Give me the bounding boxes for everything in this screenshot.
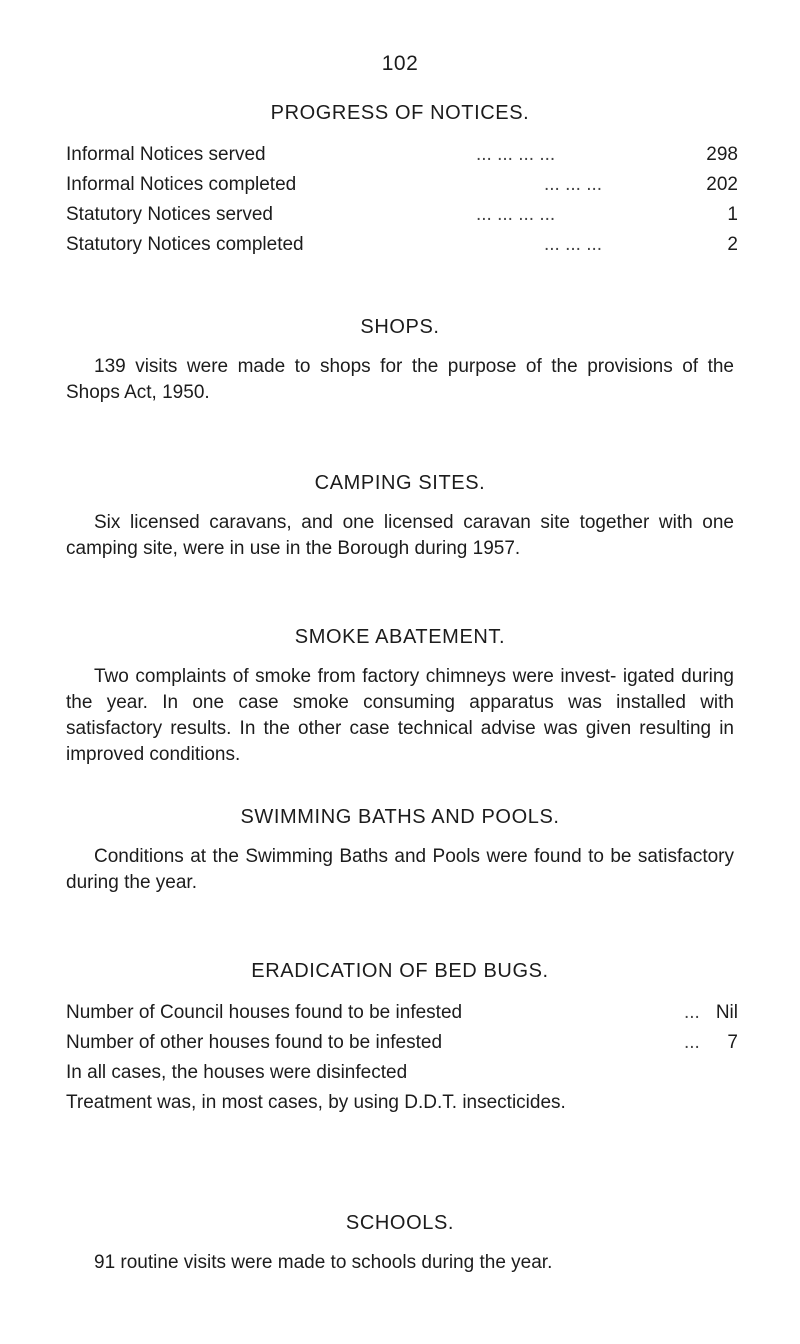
- swimming-paragraph: [66, 844, 734, 896]
- bed-bugs-heading: ERADICATION OF BED BUGS.: [251, 960, 549, 982]
- notice-value: 2: [727, 234, 738, 255]
- notice-label: Informal Notices served: [66, 144, 266, 165]
- bed-bugs-label: Number of other houses found to be infested: [66, 1032, 443, 1053]
- notice-label: Statutory Notices completed: [66, 234, 304, 255]
- leader-dots: ... ... ... ...: [476, 144, 556, 165]
- camping-sites-text: Six licensed caravans, and one licensed caravan site together with one camping site, were in use in the Borough during 1957.: [66, 512, 734, 559]
- shops-heading: SHOPS.: [360, 316, 440, 338]
- notice-value: 298: [706, 144, 738, 165]
- bed-bugs-row-other: [66, 1030, 738, 1056]
- notice-label: Informal Notices completed: [66, 174, 297, 195]
- bed-bugs-note-disinfected: In all cases, the houses were disinfected: [66, 1062, 408, 1083]
- notice-value: 1: [727, 204, 738, 225]
- leader-dots: ...: [684, 1032, 700, 1053]
- page-number: 102: [381, 52, 419, 75]
- bed-bugs-row-council: [66, 1000, 738, 1026]
- notice-row-informal-completed: [66, 172, 738, 198]
- notice-row-statutory-completed: [66, 232, 738, 258]
- swimming-text: Conditions at the Swimming Baths and Pools were found to be satisfactory during the year.: [66, 846, 734, 893]
- progress-of-notices-heading: PROGRESS OF NOTICES.: [270, 102, 530, 124]
- schools-text: 91 routine visits were made to schools during the year.: [94, 1252, 553, 1273]
- notice-value: 202: [706, 174, 738, 195]
- notice-row-informal-served: [66, 142, 738, 168]
- bed-bugs-value: Nil: [715, 1002, 738, 1023]
- swimming-heading: SWIMMING BATHS AND POOLS.: [240, 806, 560, 828]
- bed-bugs-label: Number of Council houses found to be infested: [66, 1002, 463, 1023]
- smoke-abatement-heading: SMOKE ABATEMENT.: [294, 626, 506, 648]
- bed-bugs-value: 7: [727, 1032, 738, 1053]
- camping-sites-heading: CAMPING SITES.: [314, 472, 486, 494]
- camping-sites-paragraph: [66, 510, 734, 562]
- notice-row-statutory-served: [66, 202, 738, 228]
- schools-heading: SCHOOLS.: [345, 1212, 455, 1234]
- leader-dots: ... ... ... ...: [476, 204, 556, 225]
- shops-paragraph: [66, 354, 734, 406]
- leader-dots: ...: [684, 1002, 700, 1023]
- schools-paragraph: [66, 1250, 734, 1276]
- shops-text: 139 visits were made to shops for the purpose of the provisions of the Shops Act, 1950.: [66, 356, 734, 403]
- smoke-abatement-text: Two complaints of smoke from factory chimneys were invest- igated during the year. In one case smoke consuming apparatus was installed with satisfactory results. In the other case technical advise was given resulting in improved conditions.: [66, 666, 734, 765]
- smoke-abatement-paragraph: [66, 664, 734, 768]
- leader-dots: ... ... ...: [544, 234, 603, 255]
- bed-bugs-note-treatment: Treatment was, in most cases, by using D.D.T. insecticides.: [66, 1092, 566, 1113]
- leader-dots: ... ... ...: [544, 174, 603, 195]
- notice-label: Statutory Notices served: [66, 204, 273, 225]
